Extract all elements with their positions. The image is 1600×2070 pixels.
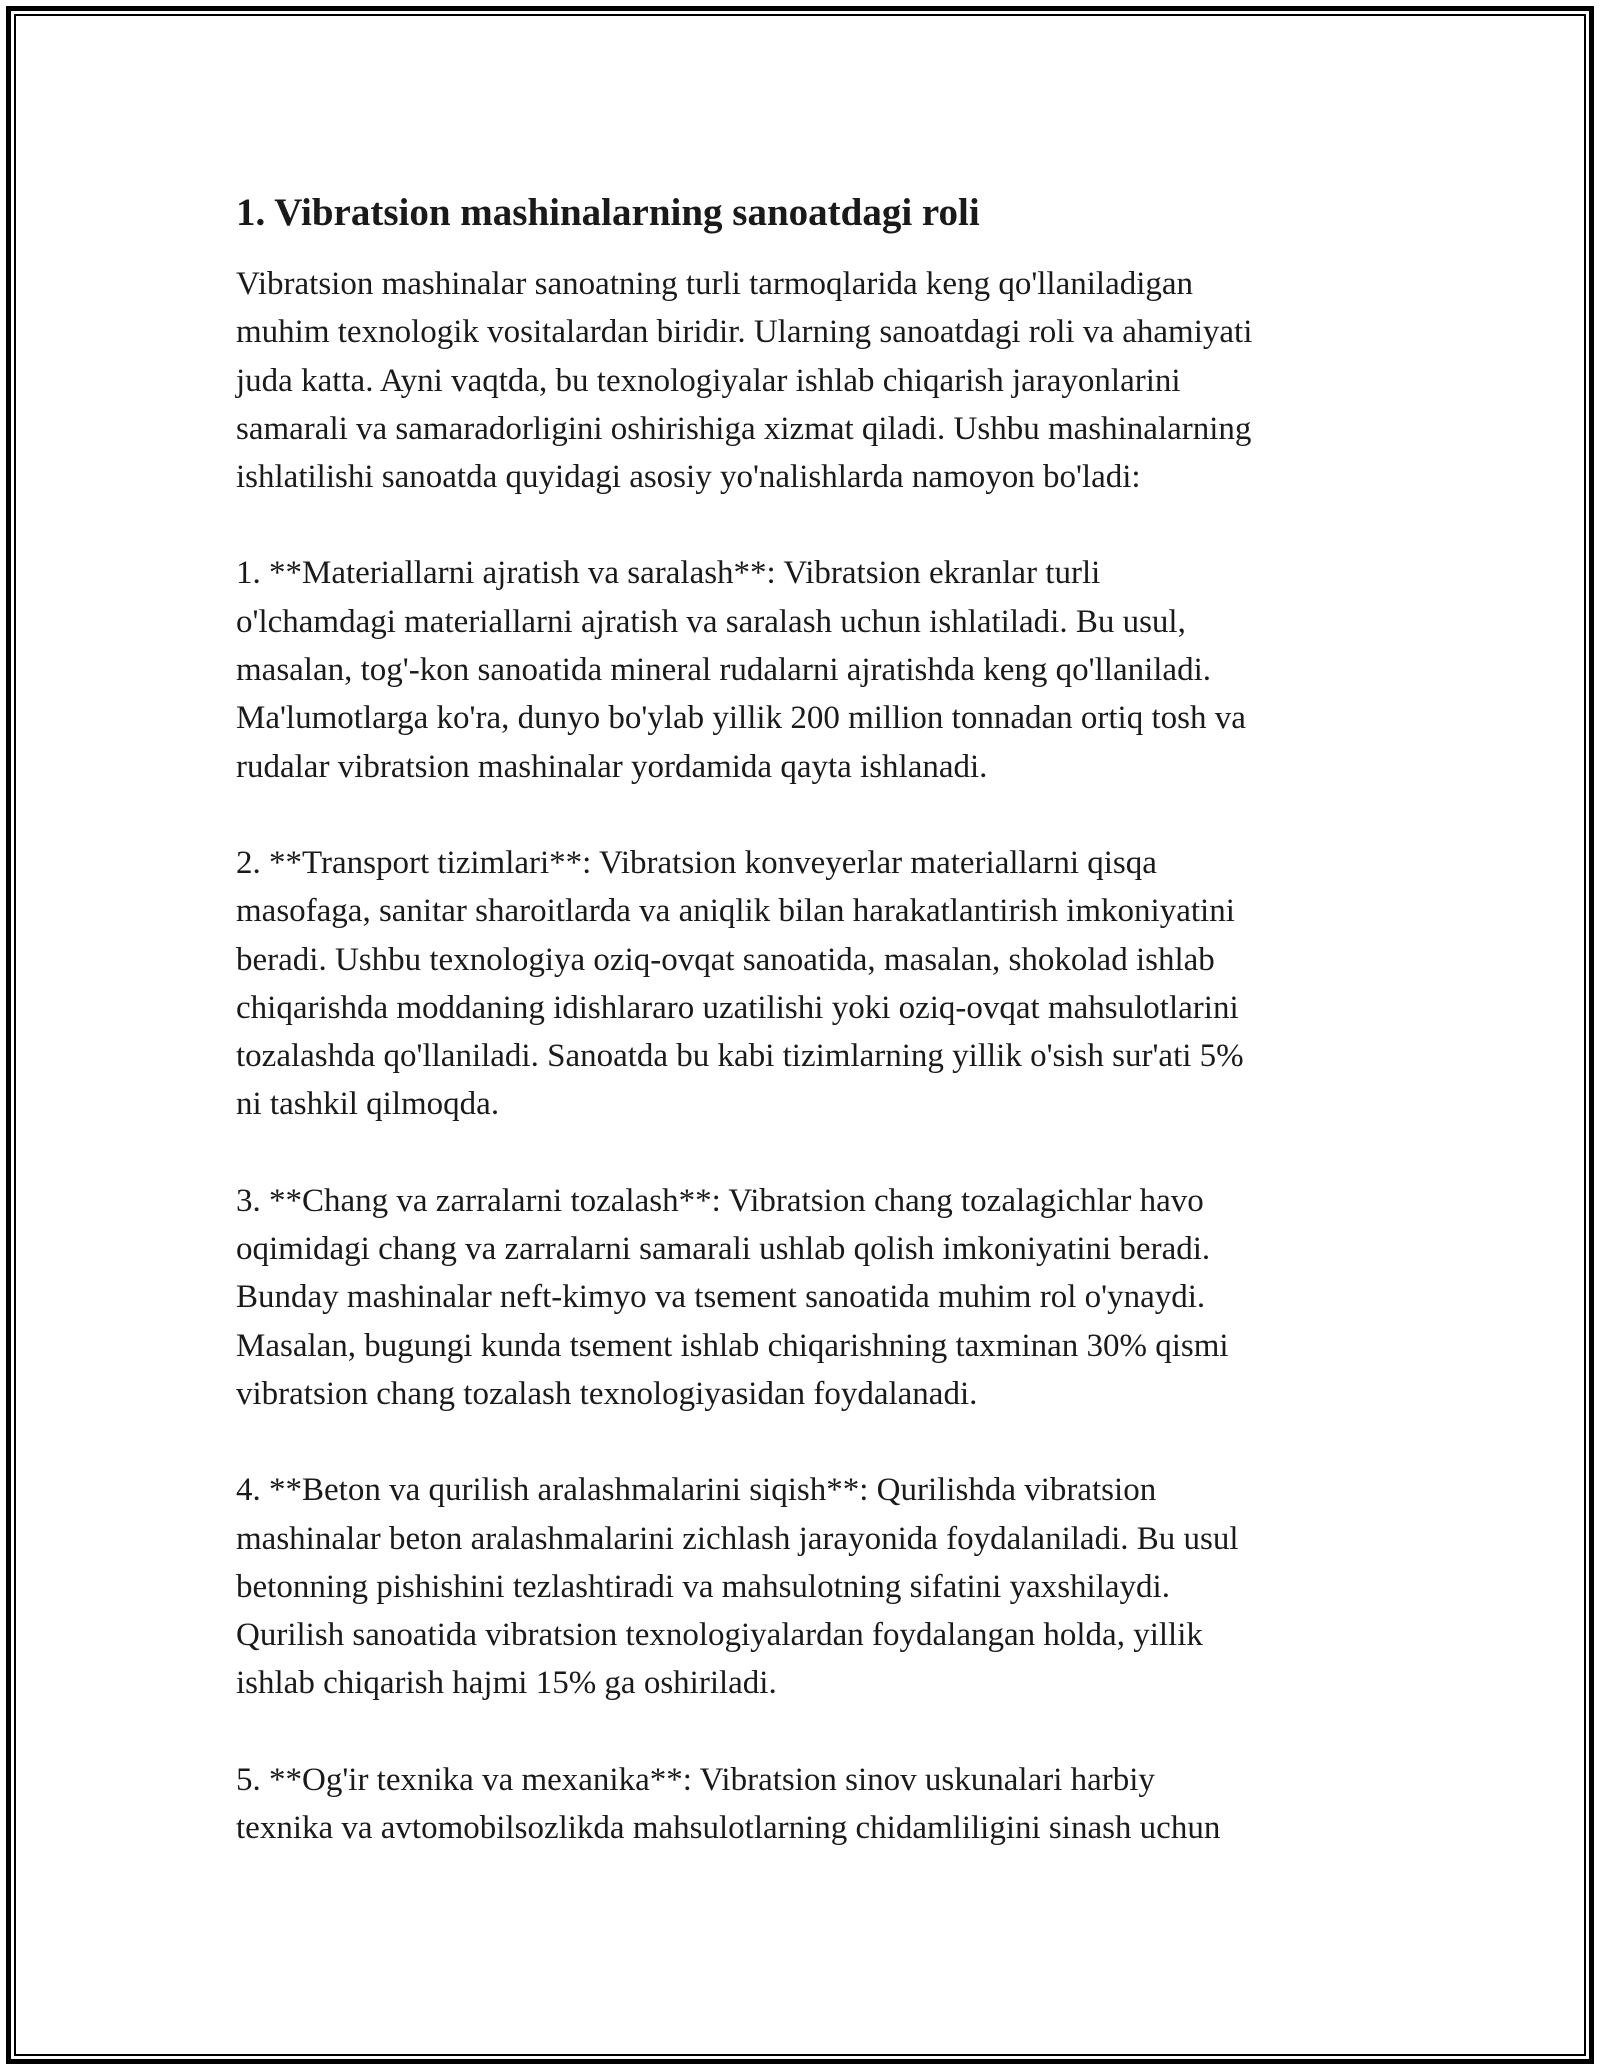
list-item-materials-separation: 1. **Materiallarni ajratish va saralash**: Vibratsion ekranlar turli o'lchamdagi materiallarni ajratish va saralash uchun ishlatiladi. Bu usul, masalan, tog'-kon sanoatida mineral rudalarni ajratishda keng qo'llaniladi. Ma'lumotlarga ko'ra, dunyo bo'ylab yillik 200 million tonnadan ortiq tosh va rudalar vibratsion mashinalar yordamida qayta ishlanadi. xyxy=(236,555,1246,785)
document-body xyxy=(236,188,1386,1900)
list-item-heavy-machinery: 5. **Og'ir texnika va mexanika**: Vibratsion sinov uskunalari harbiy texnika va avtomobilsozlikda mahsulotlarning chidamliligini sinash uchun xyxy=(236,1761,1221,1847)
list-item-concrete-compaction: 4. **Beton va qurilish aralashmalarini siqish**: Qurilishda vibratsion mashinalar beton aralashmalarini zichlash jarayonida foydalaniladi. Bu usul betonning pishishini tezlashtiradi va mahsulotning sifatini yaxshilaydi. Qurilish sanoatida vibratsion texnologiyalardan foydalangan holda, yillik ishlab chiqarish hajmi 15% ga oshiriladi. xyxy=(236,1472,1239,1702)
section-heading: 1. Vibratsion mashinalarning sanoatdagi roli xyxy=(236,191,980,234)
list-item-dust-cleaning: 3. **Chang va zarralarni tozalash**: Vibratsion chang tozalagichlar havo oqimidagi chang va zarralarni samarali ushlab qolish imkoniyatini beradi. Bunday mashinalar neft-kimyo va tsement sanoatida muhim rol o'ynaydi. Masalan, bugungi kunda tsement ishlab chiqarishning taxminan 30% qismi vibratsion chang tozalash texnologiyasidan foydalanadi. xyxy=(236,1182,1229,1412)
intro-paragraph: Vibratsion mashinalar sanoatning turli tarmoqlarida keng qo'llaniladigan muhim texnologik vositalardan biridir. Ularning sanoatdagi roli va ahamiyati juda katta. Ayni vaqtda, bu texnologiyalar ishlab chiqarish jarayonlarini samarali va samaradorligini oshirishiga xizmat qiladi. Ushbu mashinalarning ishlatilishi sanoatda quyidagi asosiy yo'nalishlarda namoyon bo'ladi: xyxy=(236,266,1253,496)
list-item-transport-systems: 2. **Transport tizimlari**: Vibratsion konveyerlar materiallarni qisqa masofaga, sanitar sharoitlarda va aniqlik bilan harakatlantirish imkoniyatini beradi. Ushbu texnologiya oziq-ovqat sanoatida, masalan, shokolad ishlab chiqarishda moddaning idishlararo uzatilishi yoki oziq-ovqat mahsulotlarini tozalashda qo'llaniladi. Sanoatda bu kabi tizimlarning yillik o'sish sur'ati 5% ni tashkil qilmoqda. xyxy=(236,844,1244,1123)
